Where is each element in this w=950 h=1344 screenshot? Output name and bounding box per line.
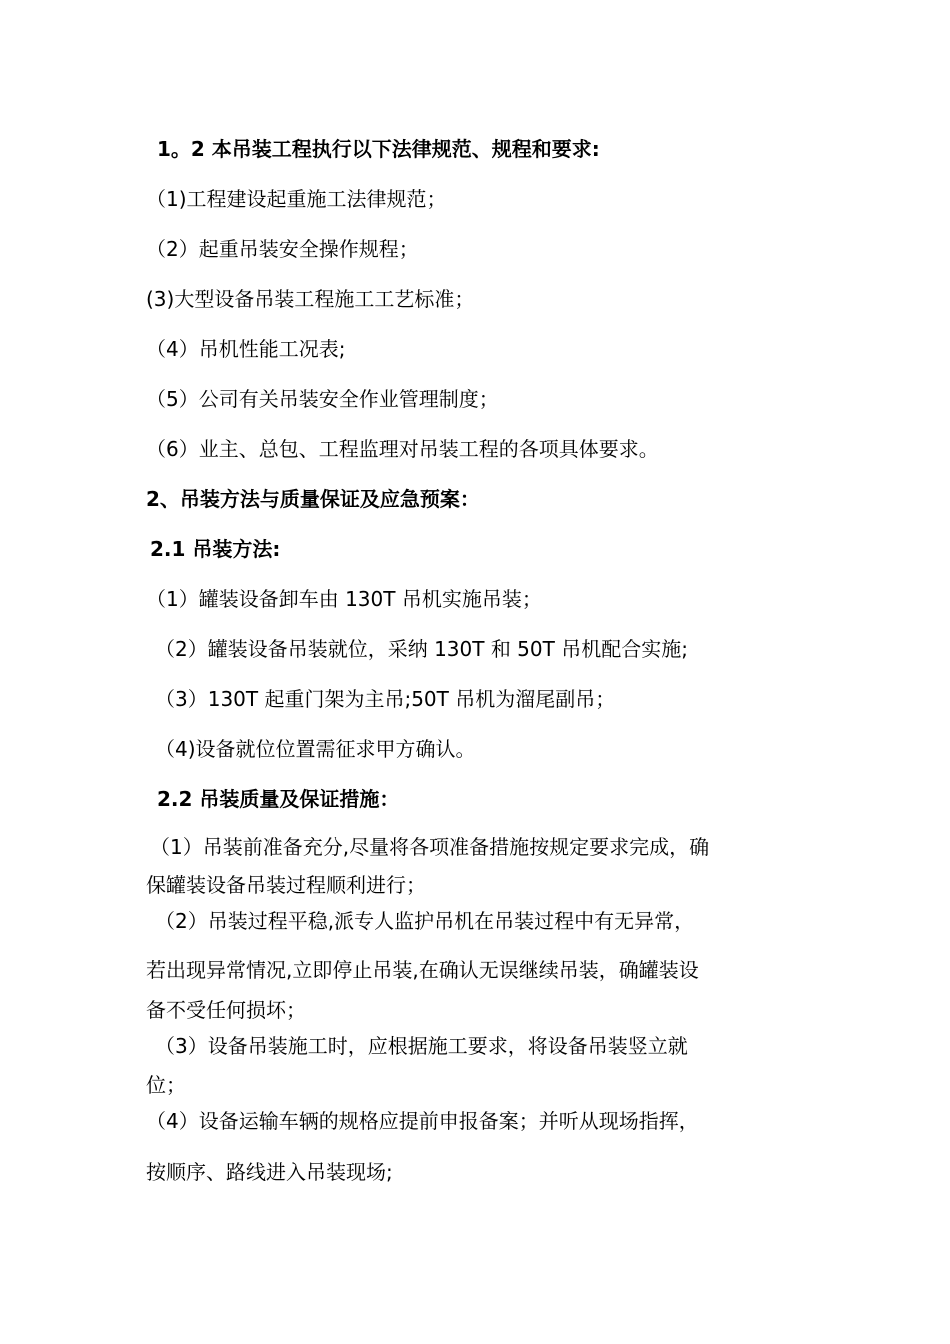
section-2-heading: 2、吊装方法与质量保证及应急预案： bbox=[146, 487, 480, 511]
section-2-2-line-3: （2）吊装过程平稳,派专人监护吊机在吊装过程中有无异常， bbox=[155, 909, 695, 933]
section-1-2-item-2: （2）起重吊装安全操作规程； bbox=[146, 237, 419, 261]
section-2-1-item-2: （2）罐装设备吊装就位，采纳 130T 和 50T 吊机配合实施; bbox=[155, 637, 688, 661]
section-1-2-item-6: （6）业主、总包、工程监理对吊装工程的各项具体要求。 bbox=[146, 437, 659, 461]
section-1-2-item-4: （4）吊机性能工况表; bbox=[146, 337, 346, 361]
section-1-2-item-1: （1)工程建设起重施工法律规范； bbox=[146, 187, 447, 211]
section-2-2-heading: 2.2 吊装质量及保证措施： bbox=[157, 787, 400, 811]
section-1-2-item-3: (3)大型设备吊装工程施工工艺标准； bbox=[146, 287, 475, 311]
section-2-1-item-3: （3）130T 起重门架为主吊;50T 吊机为溜尾副吊； bbox=[155, 687, 616, 711]
section-2-2-line-4: 若出现异常情况,立即停止吊装,在确认无误继续吊装，确罐装设 bbox=[146, 958, 699, 982]
section-2-1-heading: 2.1 吊装方法: bbox=[150, 537, 281, 561]
section-1-2-item-5: （5）公司有关吊装安全作业管理制度； bbox=[146, 387, 499, 411]
section-2-2-line-7: 位； bbox=[146, 1073, 186, 1097]
section-2-2-line-2: 保罐装设备吊装过程顺利进行； bbox=[146, 873, 426, 897]
section-2-2-line-1: （1）吊装前准备充分,尽量将各项准备措施按规定要求完成，确 bbox=[150, 835, 710, 859]
section-2-1-item-1: （1）罐装设备卸车由 130T 吊机实施吊装； bbox=[146, 587, 542, 611]
section-2-2-line-6: （3）设备吊装施工时，应根据施工要求，将设备吊装竖立就 bbox=[155, 1034, 688, 1058]
section-2-2-line-9: 按顺序、路线进入吊装现场; bbox=[146, 1160, 393, 1184]
section-1-2-heading: 1。2 本吊装工程执行以下法律规范、规程和要求: bbox=[157, 137, 600, 161]
section-2-1-item-4: （4)设备就位位置需征求甲方确认。 bbox=[155, 737, 476, 761]
section-2-2-line-8: （4）设备运输车辆的规格应提前申报备案；并听从现场指挥， bbox=[146, 1109, 699, 1133]
section-2-2-line-5: 备不受任何损坏； bbox=[146, 998, 306, 1022]
